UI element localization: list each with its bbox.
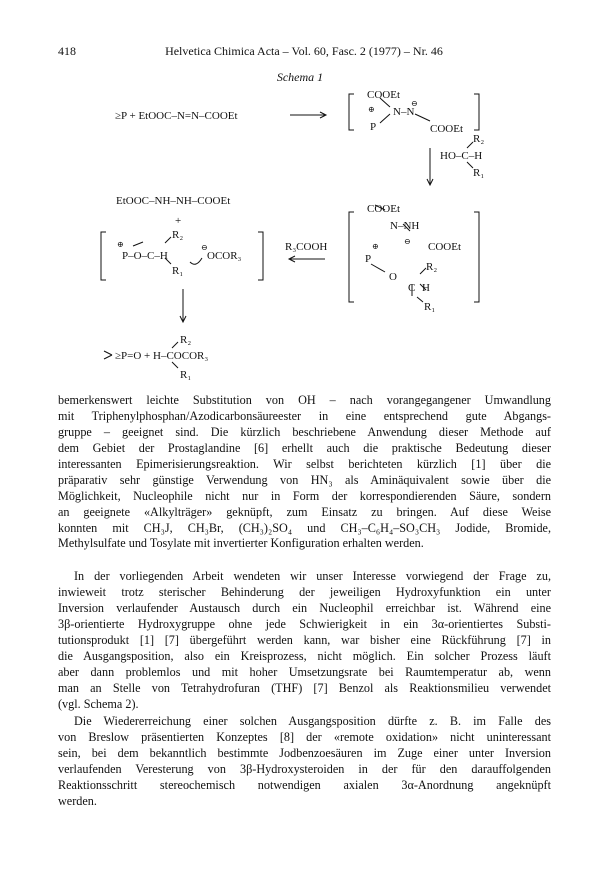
text-line: sein, bei dem bekanntlich bestimmte Jodbenzoesäuren im Zuge einer unter Inversion: [58, 745, 551, 760]
adduct-cooet: COOEt: [367, 203, 400, 215]
text-line: inwieweit trotz sterischer Behinderung der jeweiligen Hydroxyfunktion ein unter: [58, 584, 551, 599]
product-r1: R₁: [180, 369, 192, 381]
product-formula: ≥P=O + H–COCOR₃: [115, 350, 209, 362]
ion-pair-anion: OCOR₃: [207, 250, 242, 262]
text-line: werden.: [58, 793, 97, 808]
text-line: aber dann problemlos und mit hoher Umsetzungsrate bei Raumtemperatur ab, wenn: [58, 664, 551, 679]
negative-charge: ⊖: [404, 237, 411, 246]
adduct-n-nh: N–NH: [390, 220, 420, 232]
text-line: bemerkenswert leichte Substitution von OH – nach vorangegangener Umwandlung: [58, 393, 551, 407]
bracket-right: [474, 212, 479, 302]
bracket-left: [349, 212, 354, 302]
bracket-left: [349, 94, 354, 130]
ion-pair-r1: R₁: [172, 265, 184, 277]
text-line: mit Triphenylphosphan/Azodicarbonsäureester in eine entsprechend gute Abgangs-: [58, 408, 551, 423]
text-line: an geeignete «Alkylträger» geknüpft, zum Einsatz zu bringen. Auf diese Weise: [58, 504, 551, 519]
positive-charge: ⊕: [372, 242, 379, 251]
page-number: 418: [58, 44, 76, 58]
paragraph: [58, 393, 551, 552]
running-head: Helvetica Chimica Acta – Vol. 60, Fasc. 2 (1977) – Nr. 46: [165, 44, 443, 58]
plus-sign: +: [175, 215, 182, 227]
text-line: die Ausgangsposition, also ein Kreisprozess, nicht möglich. Ein solcher Prozess läuft: [58, 648, 551, 663]
positive-charge: ⊕: [117, 240, 124, 249]
paragraph: [58, 714, 551, 810]
adduct-oxygen: O: [389, 271, 397, 283]
negative-charge: ⊖: [411, 99, 418, 108]
text-line: man an Stelle von Tetrahydrofuran (THF) [7] Benzol als Reaktionsmilieu verwendet: [58, 680, 551, 695]
text-line: 3β-orientierte Hydroxygruppe ohne jede Schwierigkeit in ein 3α-orientiertes Substi-: [58, 616, 551, 631]
hydrazine-product: EtOOC–NH–NH–COOEt: [116, 195, 231, 207]
text-line: Methylsulfate und Tosylate mit invertierter Konfiguration erhalten werden.: [58, 536, 424, 551]
adduct-cooet-right: COOEt: [428, 241, 461, 253]
text-line: Möglichkeit, Nucleophile nicht nur in Form der korrespondierenden Säure, sondern: [58, 488, 551, 503]
alcohol-r1: R₁: [473, 167, 485, 179]
text-line: präparativ sehr günstige Verwendung von HN₃ als Aminäquivalent sowie über die: [58, 472, 551, 487]
product-r2: R₂: [180, 334, 192, 346]
text-line: dem Gebiet der Prostaglandine [6] erhellt auch die praktische Bedeutung dieser: [58, 440, 551, 455]
ion-pair-r2: R₂: [172, 229, 184, 241]
text-line: (vgl. Schema 2).: [58, 696, 139, 711]
reaction-scheme: [0, 84, 600, 384]
negative-charge: ⊖: [201, 243, 208, 252]
running-header: [58, 44, 550, 60]
betaine-n-n: N–N: [393, 106, 415, 118]
reagent-phosphine-azo: ≥P + EtOOC–N=N–COOEt: [115, 110, 238, 122]
text-line: interessanten Epimerisierungsreaktion. Wir selbst berichteten kürzlich [1] über die: [58, 456, 551, 471]
betaine-phosphorus: P: [370, 121, 377, 133]
text-line: Reaktionsschritt stereochemisch notwendigen axialen 3α-Anordnung angeknüpft: [58, 777, 551, 792]
ion-pair-alkoxyphosphonium: P–O–C–H: [122, 250, 168, 262]
adduct-carbon: C: [408, 282, 416, 294]
text-line: Die Wiedererreichung einer solchen Ausgangsposition dürfte z. B. im Falle des: [74, 714, 551, 728]
text-line: konnten mit CH₃J, CH₃Br, (CH₃)₂SO₄ und CH₃–C₆H₄–SO₃CH₃ Jodide, Bromide,: [58, 520, 551, 535]
adduct-hydrogen: H: [422, 282, 430, 294]
paragraph: [58, 569, 551, 712]
adduct-phosphorus: P: [365, 253, 372, 265]
acid-reagent: R₃COOH: [285, 241, 328, 253]
alcohol-formula: HO–C–H: [440, 150, 483, 162]
text-line: In der vorliegenden Arbeit wendeten wir unser Interesse vorwiegend der Frage zu,: [74, 569, 551, 583]
text-line: gruppe – geeignet sind. Die kürzlich beschriebene Anwendung dieser Methode auf: [58, 424, 551, 439]
bracket-right: [258, 232, 263, 280]
text-line: tutionsprodukt [1] [7] übergeführt werden kann, war bisher eine Rückführung [7] in: [58, 632, 551, 647]
positive-charge: ⊕: [368, 105, 375, 114]
text-line: von Breslow präsentierten Konzeptes [8] der «remote oxidation» nicht uninteressant: [58, 729, 551, 744]
adduct-r1: R₁: [424, 301, 436, 313]
bracket-left: [101, 232, 106, 280]
scheme-title: Schema 1: [276, 70, 324, 84]
betaine-cooet-top: COOEt: [367, 89, 400, 101]
alcohol-r2: R₂: [473, 133, 485, 145]
betaine-cooet-right: COOEt: [430, 123, 463, 135]
bracket-right: [474, 94, 479, 130]
adduct-r2: R₂: [426, 261, 438, 273]
text-line: Inversion verlaufender Austausch durch ein Nucleophil erreichbar ist. Während eine: [58, 600, 551, 615]
text-line: verlaufenden Veresterung von 3β-Hydroxysteroiden in der für den darauffolgenden: [58, 761, 551, 776]
